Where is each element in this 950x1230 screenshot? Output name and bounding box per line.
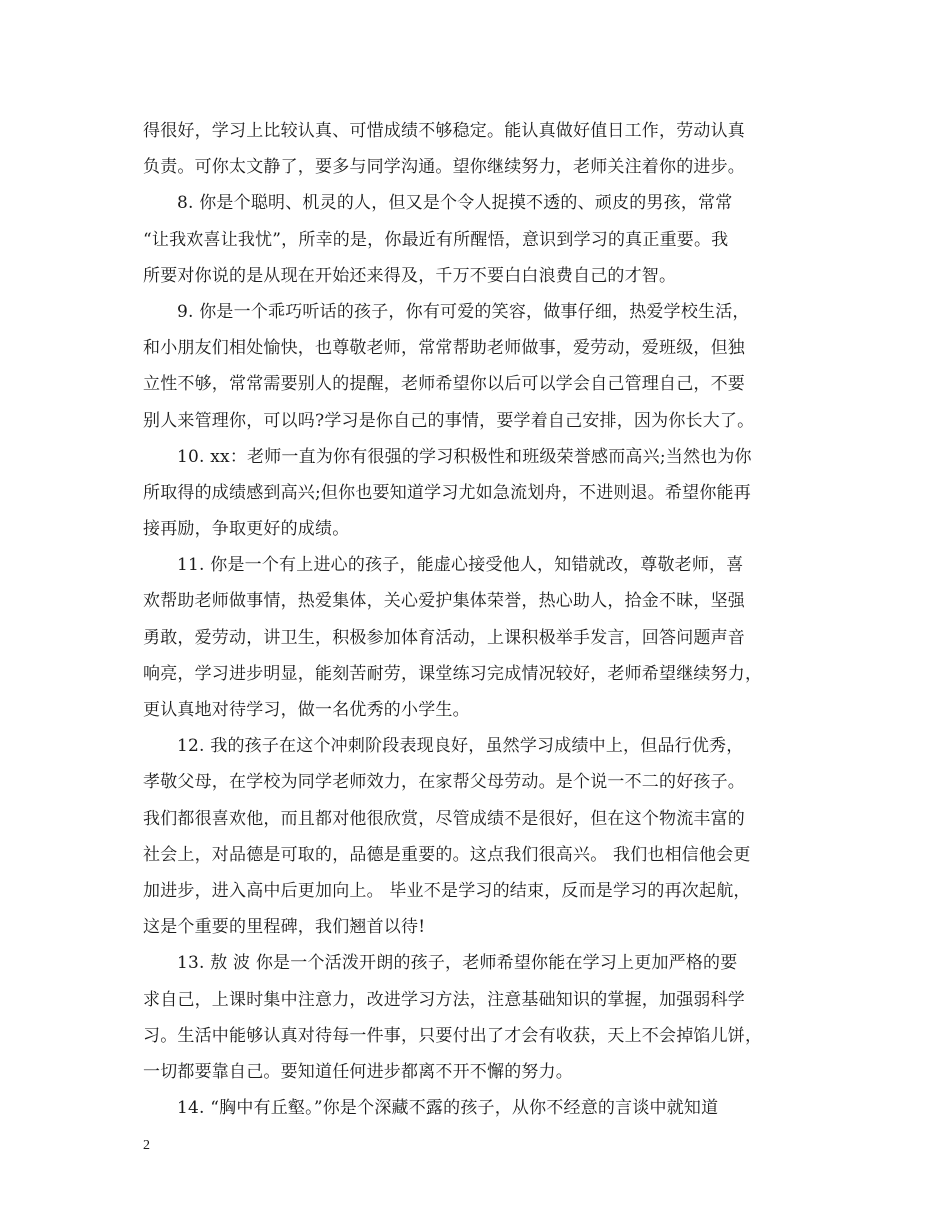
text-line: 响亮，学习进步明显，能刻苦耐劳，课堂练习完成情况较好，老师希望继续努力， xyxy=(143,663,763,684)
paragraph-13-start: 13. 敖 波 你是一个活泼开朗的孩子，老师希望你能在学习上更加严格的要 xyxy=(177,953,738,974)
text-line: 更认真地对待学习，做一名优秀的小学生。 xyxy=(143,700,470,720)
paragraph-8-start: 8. 你是个聪明、机灵的人，但又是个令人捉摸不透的、顽皮的男孩，常常 xyxy=(177,193,733,214)
text-line: 社会上，对品德是可取的，品德是重要的。这点我们很高兴。 我们也相信他会更 xyxy=(143,844,751,865)
text-line: 勇敢，爱劳动，讲卫生，积极参加体育活动，上课积极举手发言，回答问题声音 xyxy=(143,627,745,648)
text-line: 我们都很喜欢他，而且都对他很欣赏，尽管成绩不是很好，但在这个物流丰富的 xyxy=(143,808,745,829)
document-body xyxy=(143,113,818,1126)
text-line: 负责。可你太文静了，要多与同学沟通。望你继续努力，老师关注着你的进步。 xyxy=(143,157,745,178)
page-number: 2 xyxy=(143,1138,150,1153)
text-line: 立性不够，常常需要别人的提醒，老师希望你以后可以学会自己管理自己，不要 xyxy=(143,374,745,395)
text-line: 所取得的成绩感到高兴;但你也要知道学习尤如急流划舟，不进则退。希望你能再 xyxy=(143,482,751,503)
paragraph-14-start: 14. “胸中有丘壑。”你是个深藏不露的孩子，从你不经意的言谈中就知道 xyxy=(177,1098,719,1119)
text-line: 别人来管理你，可以吗?学习是你自己的事情，要学着自己安排，因为你长大了。 xyxy=(143,410,755,431)
paragraph-10-start: 10. xx：老师一直为你有很强的学习积极性和班级荣誉感而高兴;当然也为你 xyxy=(177,446,752,467)
text-line: 加进步，进入高中后更加向上。 毕业不是学习的结束，反而是学习的再次起航， xyxy=(143,880,751,901)
text-line: 这是个重要的里程碑，我们翘首以待! xyxy=(143,917,426,938)
paragraph-9-start: 9. 你是一个乖巧听话的孩子，你有可爱的笑容，做事仔细，热爱学校生活， xyxy=(177,301,750,322)
text-line: 和小朋友们相处愉快，也尊敬老师，常常帮助老师做事，爱劳动，爱班级，但独 xyxy=(143,338,745,359)
text-line: 一切都要靠自己。要知道任何进步都离不开不懈的努力。 xyxy=(143,1061,573,1082)
text-line: 得很好，学习上比较认真、可惜成绩不够稳定。能认真做好值日工作，劳动认真 xyxy=(143,121,745,141)
text-line: 所要对你说的是从现在开始还来得及，千万不要白白浪费自己的才智。 xyxy=(143,265,677,286)
text-line: 欢帮助老师做事情，热爱集体，关心爱护集体荣誉，热心助人，拾金不昧，坚强 xyxy=(143,591,745,612)
paragraph-12-start: 12. 我的孩子在这个冲刺阶段表现良好，虽然学习成绩中上，但品行优秀， xyxy=(177,736,744,757)
text-line: 接再励，争取更好的成绩。 xyxy=(143,519,350,540)
text-line: 孝敬父母，在学校为同学老师效力，在家帮父母劳动。是个说一不二的好孩子。 xyxy=(143,772,745,793)
text-line: 习。生活中能够认真对待每一件事，只要付出了才会有收获，天上不会掉馅儿饼， xyxy=(143,1025,763,1046)
paragraph-11-start: 11. 你是一个有上进心的孩子，能虚心接受他人，知错就改，尊敬老师，喜 xyxy=(177,555,744,576)
text-line: “让我欢喜让我忧”，所幸的是，你最近有所醒悟，意识到学习的真正重要。我 xyxy=(143,229,729,250)
text-line: 求自己，上课时集中注意力，改进学习方法，注意基础知识的掌握，加强弱科学 xyxy=(143,989,745,1010)
